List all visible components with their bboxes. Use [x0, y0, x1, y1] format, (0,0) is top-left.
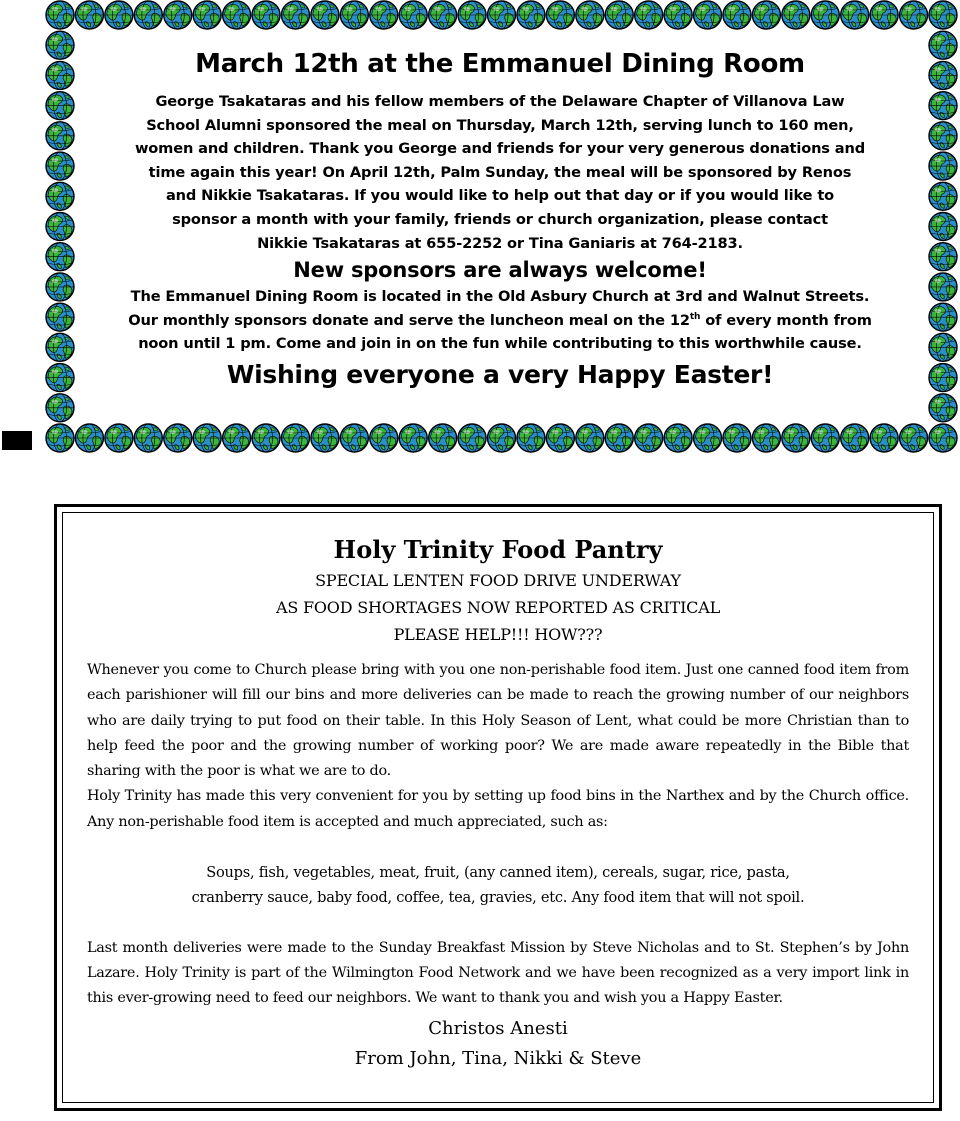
food-shortage-headline: AS FOOD SHORTAGES NOW REPORTED AS CRITICAL: [275, 598, 721, 617]
globe-icon: [929, 364, 957, 392]
globe-icon: [635, 424, 663, 452]
christos-anesti: Christos Anesti: [428, 1017, 568, 1039]
globe-icon: [517, 1, 545, 29]
dining-paragraph-line: time again this year! On April 12th, Palm Sunday, the meal will be sponsored by Renos: [148, 163, 852, 181]
globe-icon: [870, 424, 898, 452]
globe-icon: [929, 122, 957, 150]
globe-icon: [929, 273, 957, 301]
globe-icon: [429, 1, 457, 29]
globe-icon: [900, 424, 928, 452]
globe-icon: [664, 424, 692, 452]
globe-icon: [252, 1, 280, 29]
location-line: The Emmanuel Dining Room is located in the Old Asbury Church at 3rd and Walnut Streets.: [130, 288, 870, 306]
globe-icon: [929, 394, 957, 422]
globe-icon: [46, 92, 74, 120]
globe-icon: [752, 424, 780, 452]
globe-icon: [46, 1, 74, 29]
globe-icon: [164, 424, 192, 452]
globe-icon: [929, 424, 957, 452]
globe-icon: [370, 1, 398, 29]
globe-icon: [223, 424, 251, 452]
globe-icon: [46, 182, 74, 210]
globe-icon: [811, 424, 839, 452]
globe-icon: [105, 1, 133, 29]
globe-icon: [605, 424, 633, 452]
pantry-signature: From John, Tina, Nikki & Steve: [354, 1047, 642, 1069]
new-sponsors-heading: New sponsors are always welcome!: [293, 258, 707, 283]
globe-icon: [929, 152, 957, 180]
pantry-paragraph-2: Holy Trinity has made this very convenient for you by setting up food bins in the Narthex and by the Church office. Any non-perishable food item is accepted and much appreciated, such as:: [87, 788, 909, 830]
globe-icon: [134, 1, 162, 29]
globe-icon: [488, 424, 516, 452]
pantry-paragraph-3: Last month deliveries were made to the Sunday Breakfast Mission by Steve Nicholas and to St. Stephen’s by John Lazare. Holy Trinity is part of the Wilmington Food Network and we have been recognized as a very import link in this ever-growing need to feed our neighbors. We want to thank you and wish you a Happy Easter.: [87, 939, 909, 1007]
globe-icon: [458, 424, 486, 452]
dining-paragraph-line: Nikkie Tsakataras at 655-2252 or Tina Ganiaris at 764-2183.: [257, 234, 743, 252]
food-items-line-2: cranberry sauce, baby food, coffee, tea, gravies, etc. Any food item that will not spoil.: [191, 889, 805, 907]
globe-icon: [576, 424, 604, 452]
globe-icon: [46, 424, 74, 452]
globe-icon: [929, 182, 957, 210]
dining-room-text: [95, 44, 905, 392]
globe-icon: [252, 424, 280, 452]
globe-icon: [105, 424, 133, 452]
globe-icon: [311, 1, 339, 29]
globe-icon: [929, 31, 957, 59]
globe-icon: [311, 424, 339, 452]
globe-icon: [723, 1, 751, 29]
globe-icon: [929, 303, 957, 331]
globe-icon: [782, 1, 810, 29]
globe-icon: [164, 1, 192, 29]
globe-icon: [929, 333, 957, 361]
globe-icon: [929, 243, 957, 271]
globe-icon: [546, 424, 574, 452]
food-pantry-inner-frame: [62, 512, 934, 1103]
globe-icon: [46, 31, 74, 59]
globe-icon: [488, 1, 516, 29]
globe-icon: [841, 1, 869, 29]
globe-icon: [929, 92, 957, 120]
globe-icon: [752, 1, 780, 29]
globe-icon: [929, 61, 957, 89]
globe-icon: [399, 1, 427, 29]
globe-icon: [46, 394, 74, 422]
globe-icon: [281, 1, 309, 29]
food-pantry-title: Holy Trinity Food Pantry: [333, 535, 663, 564]
globe-icon: [46, 243, 74, 271]
globe-icon: [576, 1, 604, 29]
globe-icon: [694, 1, 722, 29]
pantry-paragraph-1: Whenever you come to Church please bring with you one non-perishable food item. Just one canned food item from each parishioner will fill our bins and more deliveries can be made to reach the growing number of our neighbors who are daily trying to put food on their table. In this Holy Season of Lent, what could be more Christian than to help feed the poor and the growing number of working poor? We are made aware repeatedly in the Bible that sharing with the poor is what we are to do.: [87, 662, 909, 780]
globe-icon: [811, 1, 839, 29]
globe-icon: [900, 1, 928, 29]
dining-paragraph-line: George Tsakataras and his fellow members of the Delaware Chapter of Villanova Law: [155, 93, 845, 110]
globe-icon: [46, 213, 74, 241]
globe-icon: [429, 424, 457, 452]
globe-icon: [546, 1, 574, 29]
globe-icon: [605, 1, 633, 29]
globe-icon: [723, 424, 751, 452]
globe-icon: [134, 424, 162, 452]
sponsors-line-start: Our monthly sponsors donate and serve the luncheon meal on the 12: [128, 311, 690, 329]
globe-icon: [664, 1, 692, 29]
easter-greeting: Wishing everyone a very Happy Easter!: [226, 359, 774, 389]
dining-paragraph-line: sponsor a month with your family, friends or church organization, please contact: [172, 210, 828, 228]
please-help-headline: PLEASE HELP!!! HOW???: [393, 625, 603, 644]
globe-icon: [46, 61, 74, 89]
sponsors-line-superscript: th: [689, 311, 701, 322]
globe-icon: [281, 424, 309, 452]
globe-icon: [929, 1, 957, 29]
noon-line: noon until 1 pm. Come and join in on the fun while contributing to this worthwhile cause.: [138, 335, 862, 353]
globe-icon: [75, 1, 103, 29]
globe-icon: [46, 364, 74, 392]
globe-icon: [46, 303, 74, 331]
globe-icon: [635, 1, 663, 29]
sponsors-line-end: of every month from: [700, 311, 872, 329]
globe-icon: [841, 424, 869, 452]
globe-icon: [458, 1, 486, 29]
food-drive-headline: SPECIAL LENTEN FOOD DRIVE UNDERWAY: [315, 571, 681, 590]
globe-icon: [694, 424, 722, 452]
globe-icon: [46, 152, 74, 180]
globe-icon: [46, 273, 74, 301]
globe-icon: [75, 424, 103, 452]
globe-icon: [340, 1, 368, 29]
food-pantry-box: [54, 504, 942, 1111]
dining-paragraph-line: School Alumni sponsored the meal on Thursday, March 12th, serving lunch to 160 men,: [146, 116, 854, 134]
globe-icon: [929, 213, 957, 241]
globe-icon: [399, 424, 427, 452]
globe-icon: [193, 424, 221, 452]
dining-room-title: March 12th at the Emmanuel Dining Room: [195, 49, 805, 79]
globe-icon: [517, 424, 545, 452]
globe-icon: [782, 424, 810, 452]
globe-icon: [370, 424, 398, 452]
globe-icon: [223, 1, 251, 29]
food-items-line-1: Soups, fish, vegetables, meat, fruit, (any canned item), cereals, sugar, rice, pasta,: [206, 864, 790, 882]
globe-icon: [46, 333, 74, 361]
globe-icon: [46, 122, 74, 150]
globe-icon: [193, 1, 221, 29]
dining-paragraph-line: women and children. Thank you George and friends for your very generous donations and: [134, 140, 866, 158]
dining-room-announcement: [0, 0, 960, 460]
black-marker: [2, 431, 32, 450]
sponsors-line: [95, 309, 905, 333]
globe-icon: [870, 1, 898, 29]
globe-icon: [340, 424, 368, 452]
dining-paragraph-line: and Nikkie Tsakataras. If you would like to help out that day or if you would like to: [165, 187, 835, 205]
